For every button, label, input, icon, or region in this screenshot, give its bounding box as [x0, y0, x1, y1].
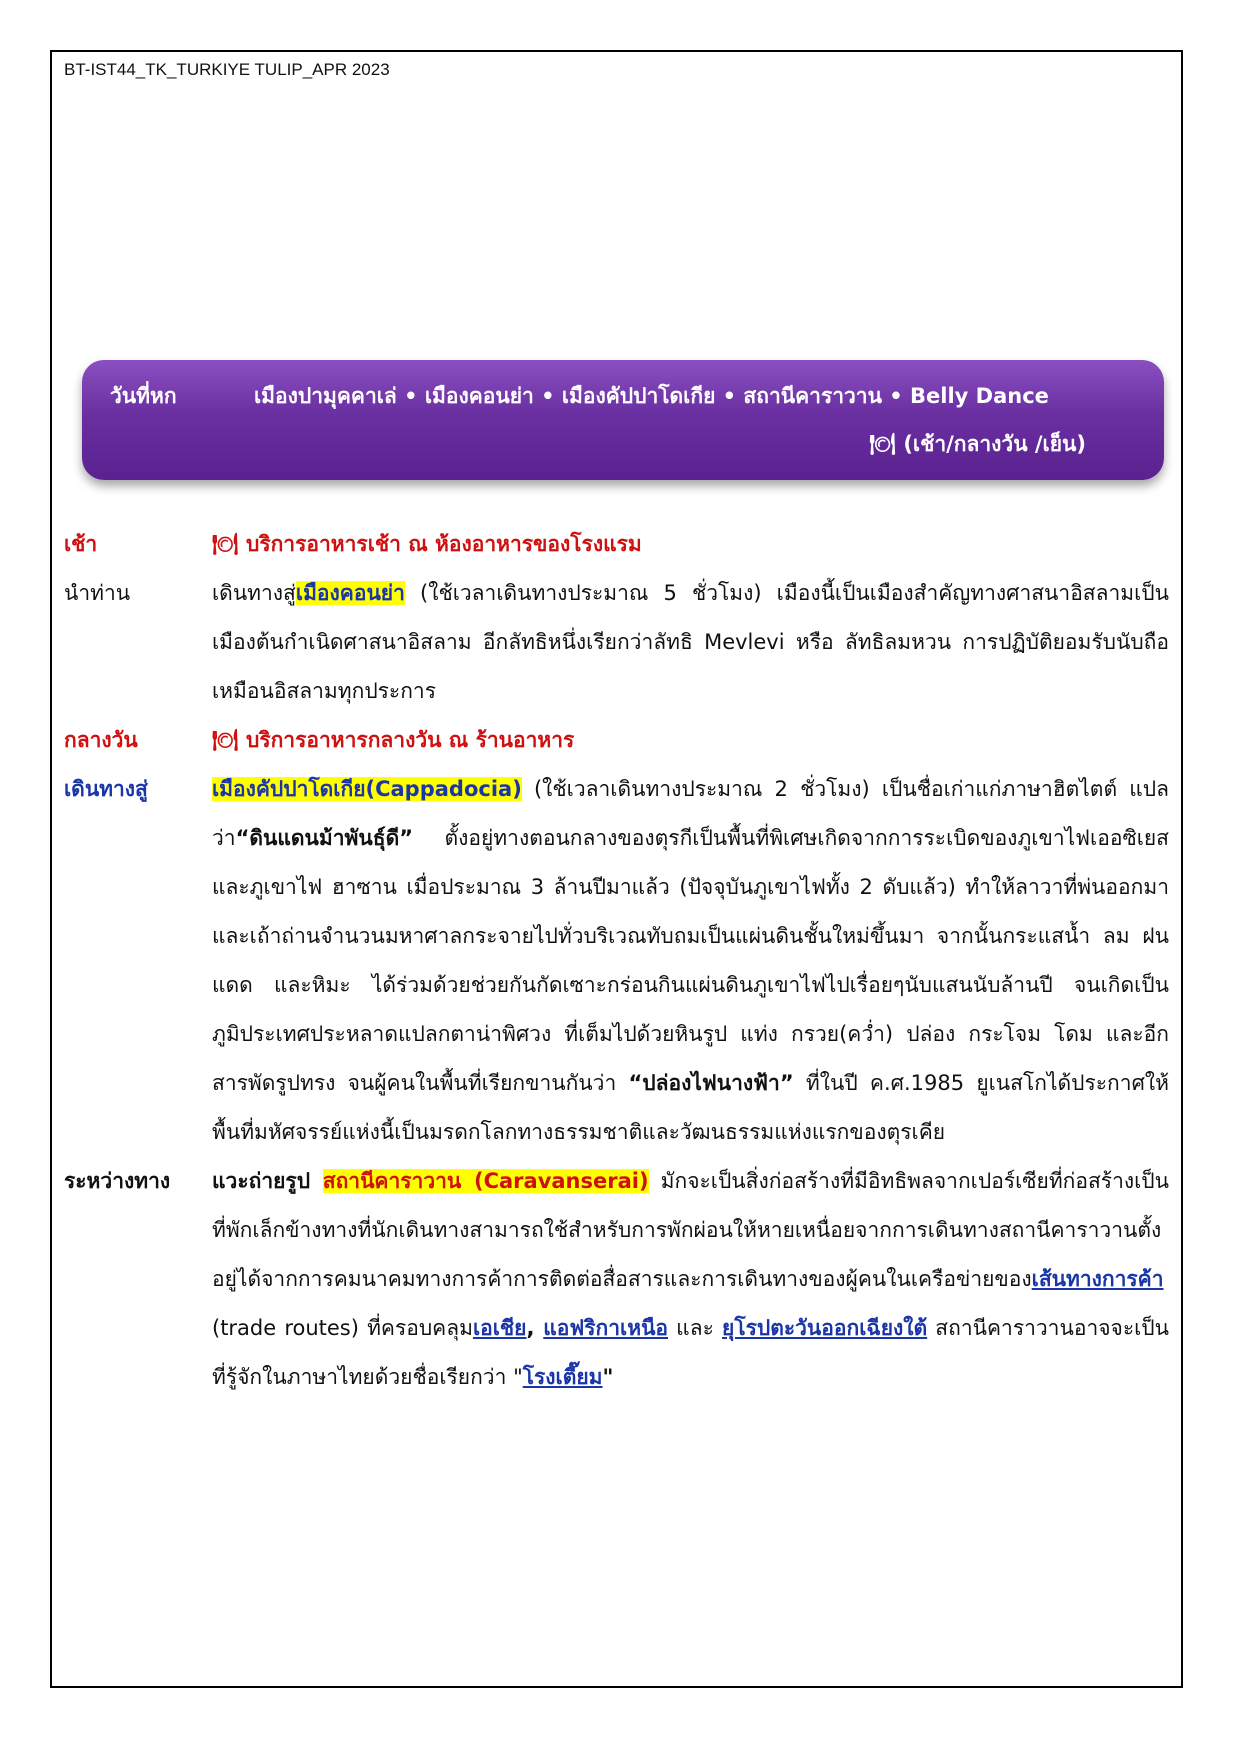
enroute-t4: และ — [668, 1316, 723, 1340]
travel-b2: “ปล่องไฟนางฟ้า” — [628, 1071, 794, 1095]
enroute-t2: (trade routes) ที่ครอบคลุม — [212, 1316, 473, 1340]
breakfast-desc: บริการอาหารเช้า ณ ห้องอาหารของโรงแรม — [245, 532, 642, 556]
row-breakfast — [64, 520, 1169, 569]
link-southeast-europe[interactable]: ยุโรปตะวันออกเฉียงใต้ — [722, 1316, 928, 1340]
link-north-africa[interactable]: แอฟริกาเหนือ — [543, 1316, 669, 1340]
caravanserai-highlight: สถานีคาราวาน (Caravanserai) — [322, 1169, 649, 1193]
row-lunch — [64, 716, 1169, 765]
meal-icon: 🍽 — [212, 532, 239, 556]
text-take — [212, 569, 1169, 716]
label-take: นำท่าน — [64, 581, 131, 605]
travel-t3: ที่ในปี ค.ศ.1985 ยูเนสโกได้ประกาศให้พื้นที่มหัศจรรย์แห่งนี้เป็นมรดกโลกทางธรรมชาติและวัฒนธรรมแห่งแรกของตุรเคีย — [212, 1071, 1169, 1144]
label-travel: เดินทางสู่ — [64, 777, 148, 801]
label-lunch: กลางวัน — [64, 728, 138, 752]
text-enroute — [212, 1157, 1169, 1402]
text-lunch — [212, 716, 1169, 765]
link-trade-routes[interactable]: เส้นทางการค้า — [1031, 1267, 1164, 1291]
lunch-desc: บริการอาหารกลางวัน ณ ร้านอาหาร — [245, 728, 575, 752]
row-take — [64, 569, 1169, 716]
row-travel — [64, 765, 1169, 1157]
meals-label: (เช้า/กลางวัน /เย็น) — [903, 432, 1086, 456]
day-banner — [82, 360, 1164, 480]
document-code: BT-IST44_TK_TURKIYE TULIP_APR 2023 — [64, 60, 390, 79]
row-enroute — [64, 1157, 1169, 1402]
konya-highlight: เมืองคอนย่า — [295, 581, 405, 605]
day-route: เมืองปามุคคาเล่ • เมืองคอนย่า • เมืองคัปปาโดเกีย • สถานีคาราวาน • Belly Dance — [254, 384, 1049, 408]
cappadocia-highlight: เมืองคัปปาโดเกีย(Cappadocia) — [212, 777, 522, 801]
meals-info — [869, 428, 1086, 461]
enroute-t3: , — [526, 1316, 544, 1340]
link-asia[interactable]: เอเชีย — [472, 1316, 527, 1340]
link-inn[interactable]: โรงเตี๊ยม — [522, 1365, 603, 1389]
enroute-t6: " — [602, 1365, 614, 1389]
travel-t2: ตั้งอยู่ทางตอนกลางของตุรกีเป็นพื้นที่พิเศษเกิดจากการระเบิดของภูเขาไฟเออซิเยส และภูเขาไฟ ฮาซาน เมื่อประมาณ 3 ล้านปีมาแล้ว (ปัจจุบันภูเขาไฟทั้ง 2 ดับแล้ว) ทำให้ลาวาที่พ่นออกมาและเถ้าถ่านจำนวนมหาศาลกระจายไปทั่วบริเวณทับถมเป็นแผ่นดินชั้นใหม่ขึ้นมา จากนั้นกระแสน้ำ ลม ฝน แดด และหิมะ ได้ร่วมด้วยช่วยกันกัดเซาะกร่อนกินแผ่นดินภูเขาไฟไปเรื่อยๆนับแสนนับล้านปี จนเกิดเป็นภูมิประเทศประหลาดแปลกตาน่าพิศวง ที่เต็มไปด้วยหินรูป แท่ง กรวย(คว่ำ) ปล่อง กระโจม โดม และอีกสารพัดรูปทรง จนผู้คนในพื้นที่เรียกขานกันว่า — [212, 826, 1169, 1095]
text-breakfast — [212, 520, 1169, 569]
day-title: วันที่หก — [110, 384, 177, 408]
label-breakfast: เช้า — [64, 532, 98, 556]
travel-b1: “ดินแดนม้าพันธุ์ดี” — [235, 826, 414, 850]
text-travel — [212, 765, 1169, 1157]
take-post: (ใช้เวลาเดินทางประมาณ 5 ชั่วโมง) เมืองนี้เป็นเมืองสำคัญทางศาสนาอิสลามเป็นเมืองต้นกำเนิดศาสนาอิสลาม อีกลัทธิหนึ่งเรียกว่าลัทธิ Mevlevi หรือ ลัทธิลมหวน การปฏิบัติยอมรับนับถือเหมือนอิสลามทุกประการ — [212, 581, 1169, 703]
enroute-b1: แวะถ่ายรูป — [212, 1169, 323, 1193]
take-pre: เดินทางสู่ — [212, 581, 296, 605]
itinerary-body — [64, 520, 1169, 1402]
travel-t1: (ใช้เวลาเดินทางประมาณ 2 ชั่วโมง) เป็นชื่อเก่าแก่ภาษาฮิตไตต์ แปลว่า — [212, 777, 1169, 850]
meal-icon: 🍽 — [869, 432, 896, 456]
label-enroute: ระหว่างทาง — [64, 1169, 171, 1193]
enroute-t1: มักจะเป็นสิ่งก่อสร้างที่มีอิทธิพลจากเปอร์เซียที่ก่อสร้างเป็นที่พักเล็กข้างทางที่นักเดินทางสามารถใช้สำหรับการพักผ่อนให้หายเหนื่อยจากการเดินทางสถานีคาราวานตั้งอยู่ได้จากการคมนาคมทางการค้าการติดต่อสื่อสารและการเดินทางของผู้คนในเครือข่ายของ — [212, 1169, 1169, 1291]
meal-icon: 🍽 — [212, 728, 239, 752]
enroute-t5: สถานีคาราวานอาจจะเป็นที่รู้จักในภาษาไทยด้วยชื่อเรียกว่า " — [212, 1316, 1169, 1389]
